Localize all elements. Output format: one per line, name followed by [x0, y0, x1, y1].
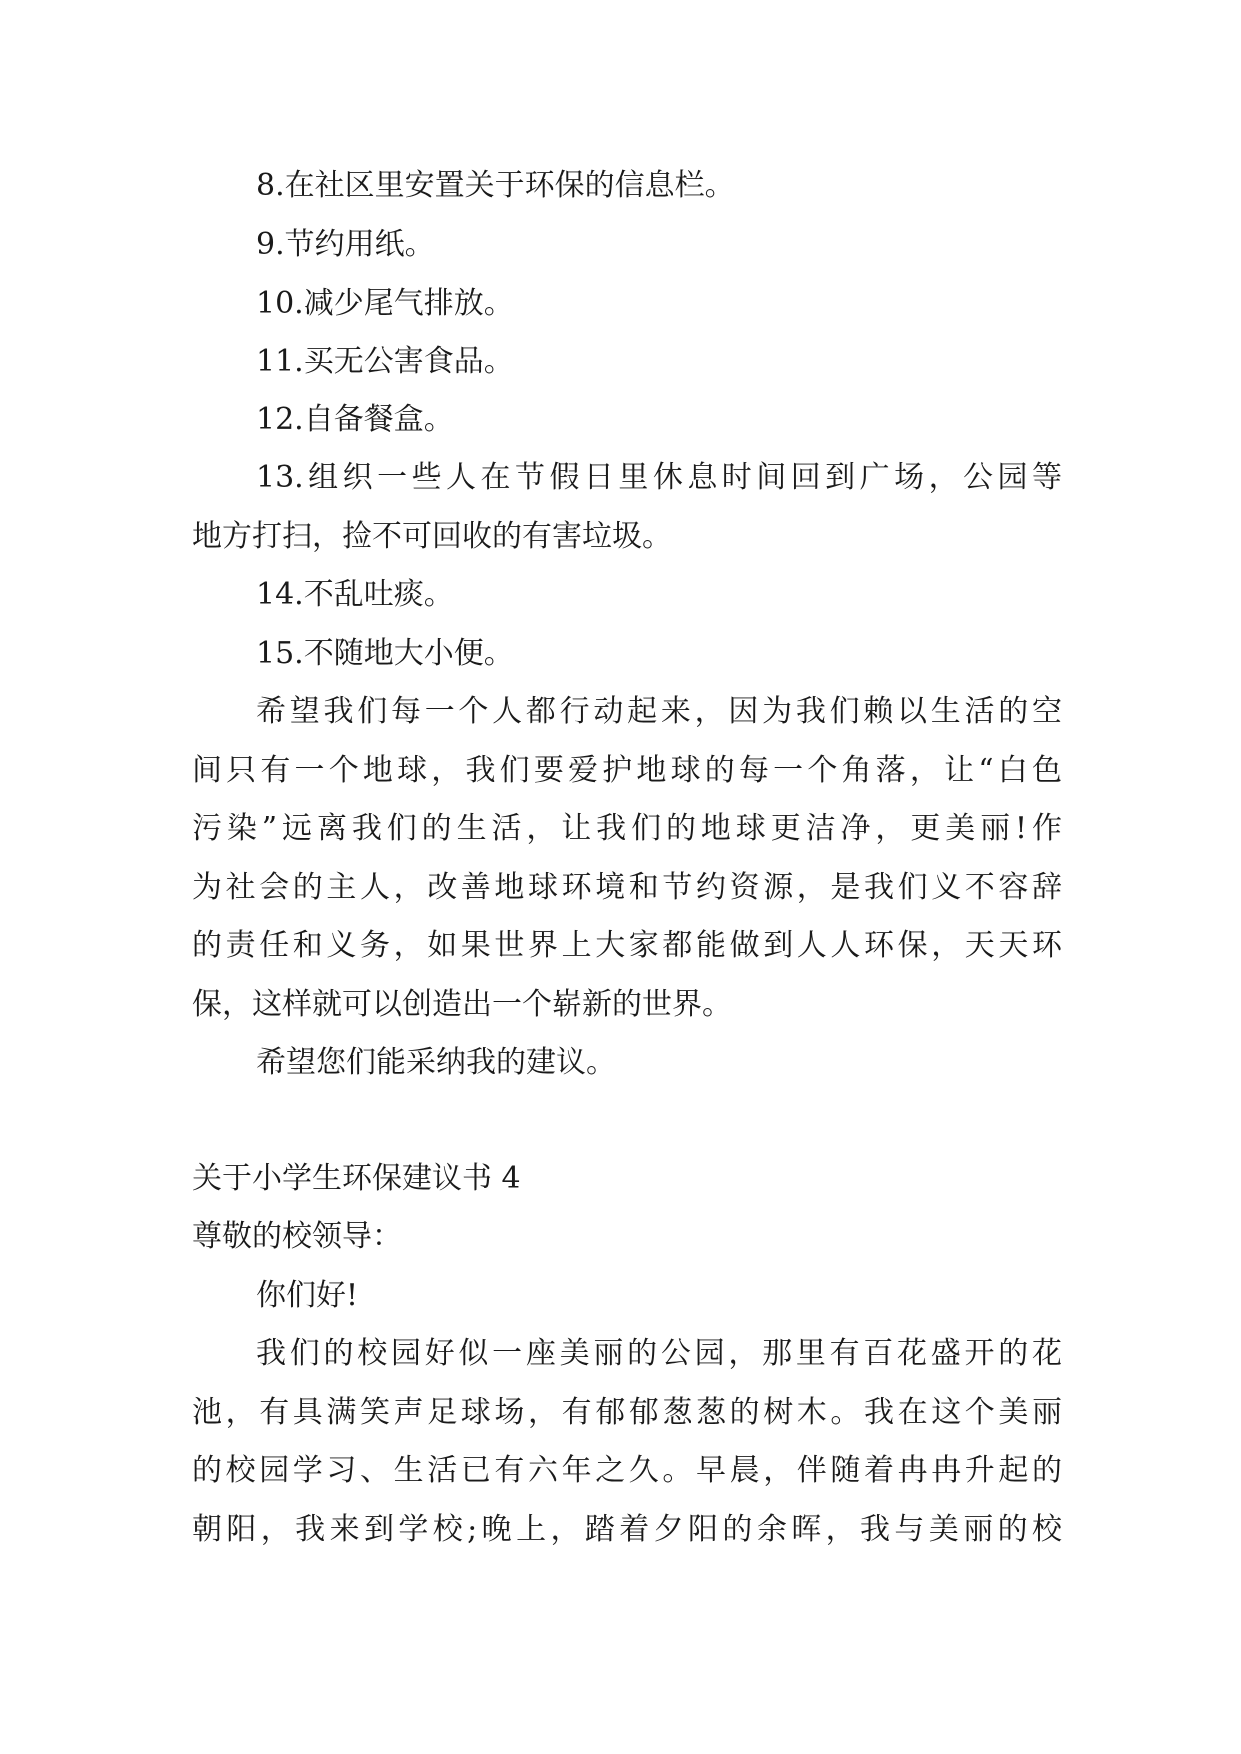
section-title: 关于小学生环保建议书 4 — [192, 1161, 521, 1196]
paragraph-line: 我们的校园好似一座美丽的公园，那里有百花盛开的花 — [256, 1336, 1062, 1371]
paragraph-line: 池，有具满笑声足球场，有郁郁葱葱的树木。我在这个美丽 — [192, 1395, 1062, 1430]
list-item-15: 15.不随地大小便。 — [256, 636, 514, 671]
list-item-13-line-1: 13.组织一些人在节假日里休息时间回到广场，公园等 — [256, 460, 1062, 495]
list-item-10: 10.减少尾气排放。 — [256, 286, 514, 321]
paragraph-line: 保，这样就可以创造出一个崭新的世界。 — [192, 987, 732, 1022]
list-item-11: 11.买无公害食品。 — [256, 344, 514, 379]
paragraph-line: 的责任和义务，如果世界上大家都能做到人人环保，天天环 — [192, 928, 1062, 963]
paragraph-line: 为社会的主人，改善地球环境和节约资源，是我们义不容辞 — [192, 870, 1062, 905]
list-item-8: 8.在社区里安置关于环保的信息栏。 — [256, 168, 735, 203]
list-item-12: 12.自备餐盒。 — [256, 402, 454, 437]
salutation: 尊敬的校领导： — [192, 1219, 402, 1254]
list-item-13-line-2: 地方打扫，捡不可回收的有害垃圾。 — [192, 519, 672, 554]
paragraph-line: 的校园学习、生活已有六年之久。早晨，伴随着冉冉升起的 — [192, 1453, 1062, 1488]
greeting: 你们好! — [256, 1278, 359, 1313]
paragraph-line: 间只有一个地球，我们要爱护地球的每一个角落，让“白色 — [192, 753, 1062, 788]
paragraph-line: 希望我们每一个人都行动起来，因为我们赖以生活的空 — [256, 694, 1062, 729]
paragraph-line: 污染”远离我们的生活，让我们的地球更洁净，更美丽!作 — [192, 811, 1062, 846]
list-item-14: 14.不乱吐痰。 — [256, 577, 454, 612]
paragraph-line: 朝阳，我来到学校;晚上，踏着夕阳的余晖，我与美丽的校 — [192, 1512, 1062, 1547]
closing-line: 希望您们能采纳我的建议。 — [256, 1045, 616, 1080]
list-item-9: 9.节约用纸。 — [256, 227, 435, 262]
